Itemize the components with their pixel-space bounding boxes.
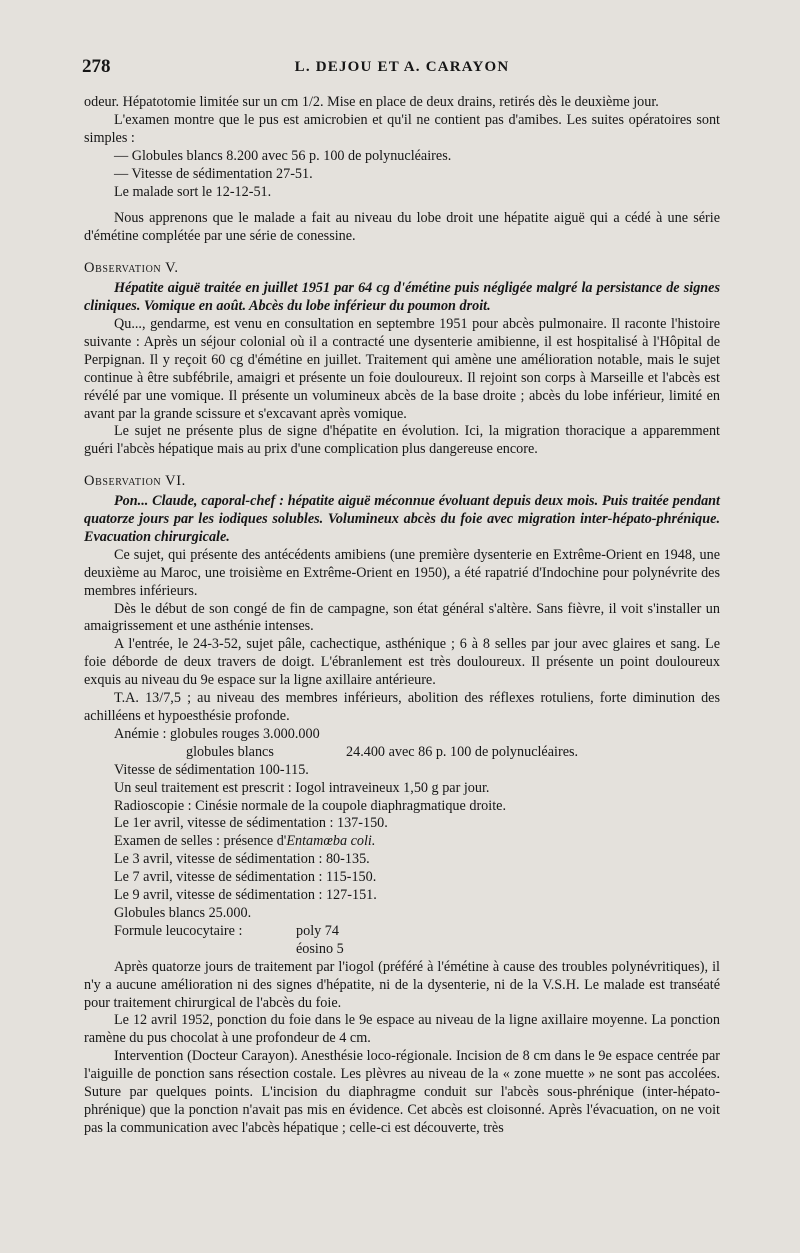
lab-line: Un seul traitement est prescrit : Iogol intraveineux 1,50 g par jour. xyxy=(114,779,490,796)
lab-line: Vitesse de sédimentation 100-115. xyxy=(114,761,309,778)
paragraph: Après quatorze jours de traitement par l'iogol (préféré à l'émétine à cause des troubles polynévritiques), il n'y a aucune amélioration ni des signes d'hépatite, ni de la dysenterie, ni de la V.S.H. Le malade est transéaté pour traitement chirurgical de l'abcès du foie. xyxy=(84,958,720,1011)
observation-heading: Observation VI. xyxy=(84,473,186,490)
lab-line: Le 7 avril, vitesse de sédimentation : 115-150. xyxy=(114,869,377,886)
lab-line: Le 1er avril, vitesse de sédimentation : 137-150. xyxy=(114,815,388,832)
lab-line: Le 3 avril, vitesse de sédimentation : 80-135. xyxy=(114,851,370,868)
lab-line: Anémie : globules rouges 3.000.000 xyxy=(114,725,320,742)
paragraph: odeur. Hépatotomie limitée sur un cm 1/2. Mise en place de deux drains, retirés dès le deuxième jour. xyxy=(84,94,659,110)
paragraph: Ce sujet, qui présente des antécédents amibiens (une première dysenterie en Extrême-Orient en 1948, une deuxième au Maroc, une troisième en Extrême-Orient en 1950), a été rapatrié d'Indochine pour polynévrite des membres inférieurs. xyxy=(84,546,720,599)
lab-line: Globules blancs 25.000. xyxy=(114,904,252,921)
page-header xyxy=(82,56,722,82)
observation-heading: Observation V. xyxy=(84,260,179,277)
text-column xyxy=(84,94,720,1138)
paragraph: Le 12 avril 1952, ponction du foie dans le 9e espace au niveau de la ligne axillaire moyenne. La ponction ramène du pus chocolat à une profondeur de 4 cm. xyxy=(84,1012,720,1047)
lab-line: Le 9 avril, vitesse de sédimentation : 127-151. xyxy=(114,887,377,904)
lab-line: Formule leucocytaire : poly 74 xyxy=(114,922,339,939)
running-title: L. DEJOU ET A. CARAYON xyxy=(294,59,510,75)
paragraph: Le sujet ne présente plus de signe d'hépatite en évolution. Ici, la migration thoracique a apparemment guéri l'abcès hépatique mais au prix d'une complication plus dangereuse encore. xyxy=(84,423,720,458)
paragraph: L'examen montre que le pus est amicrobien et qu'il ne contient pas d'amibes. Les suites opératoires sont simples : xyxy=(84,111,720,146)
result-line: — Vitesse de sédimentation 27-51. xyxy=(114,165,313,182)
result-line: Le malade sort le 12-12-51. xyxy=(114,183,272,200)
result-line: — Globules blancs 8.200 avec 56 p. 100 de polynucléaires. xyxy=(114,147,452,164)
paragraph: Nous apprenons que le malade a fait au niveau du lobe droit une hépatite aiguë qui a cédé à une série d'émétine complétée par une série de conessine. xyxy=(84,210,720,245)
lab-line: Radioscopie : Cinésie normale de la coupole diaphragmatique droite. xyxy=(114,797,507,814)
paragraph: Dès le début de son congé de fin de campagne, son état général s'altère. Sans fièvre, il voit s'installer un amaigrissement et une asthénie intenses. xyxy=(84,600,720,635)
paragraph: Qu..., gendarme, est venu en consultation en septembre 1951 pour abcès pulmonaire. Il raconte l'histoire suivante : Après un séjour colonial où il a contracté une dysenterie amibienne, il est hospitalisé à l'Hôpital de Perpignan. Il y reçoit 60 cg d'émétine en juillet. Traitement qui amène une amélioration notable, mais le sujet continue à être subfébrile, amaigri et présente un foie douloureux. Il rejoint son corps à Marseille et l'abcès est révélé par une vomique. Il présente un volumineux abcès de la base droite ; abcès du lobe inférieur, limité en avant par la grande scissure et s'excavant après vomique. xyxy=(84,315,720,422)
observation-summary: Pon... Claude, caporal-chef : hépatite aiguë méconnue évoluant depuis deux mois. Puis traitée pendant quatorze jours par les iodiques solubles. Volumineux abcès du foie avec migration inter-hépato-phrénique. Evacuation chirurgicale. xyxy=(84,493,720,545)
paragraph: A l'entrée, le 24-3-52, sujet pâle, cachectique, asthénique ; 6 à 8 selles par jour avec glaires et sang. Le foie déborde de deux travers de doigt. L'ébranlement est très douloureux. Il présente un point douloureux exquis au niveau du 9e espace sur la ligne axillaire antérieure. xyxy=(84,636,720,689)
paragraph: T.A. 13/7,5 ; au niveau des membres inférieurs, abolition des réflexes rotuliens, forte diminution des achilléens et hypoesthésie profonde. xyxy=(84,690,720,724)
lab-line: globules blancs 24.400 avec 86 p. 100 de polynucléaires. xyxy=(186,743,579,760)
paragraph: Intervention (Docteur Carayon). Anesthésie loco-régionale. Incision de 8 cm dans le 9e espace centrée par l'aiguille de ponction sans résection costale. Les plèvres au niveau de la « zone muette » ne sont pas accolées. Suture par quelques points. L'incision du diaphragme conduit sur l'abcès sous-phrénique (inter-hépato-phrénique) que la ponction n'avait pas mis en évidence. Cet abcès est cloisonné. Après l'évacuation, on ne voit pas la communication avec l'abcès hépatique ; celle-ci est découverte, très xyxy=(84,1048,720,1136)
lab-line: éosino 5 xyxy=(296,940,344,957)
observation-summary: Hépatite aiguë traitée en juillet 1951 par 64 cg d'émétine puis négligée malgré la persistance de signes cliniques. Vomique en août. Abcès du lobe inférieur du poumon droit. xyxy=(84,280,720,315)
lab-line: Examen de selles : présence d'Entamœba coli. xyxy=(114,833,376,850)
page-number: 278 xyxy=(82,56,111,77)
